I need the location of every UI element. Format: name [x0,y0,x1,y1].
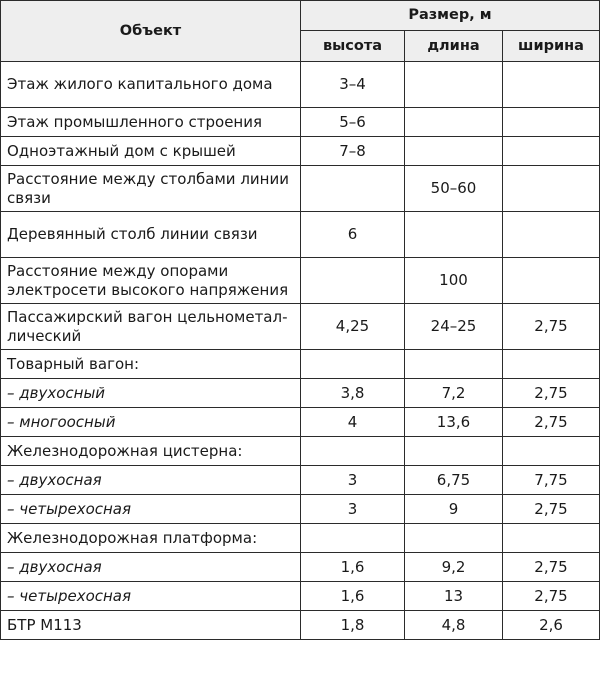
cell-object: – двухосный [1,379,301,408]
cell-width [503,258,600,304]
cell-width [503,437,600,466]
cell-length: 9 [405,495,503,524]
table-row [1,524,600,553]
cell-width: 2,75 [503,379,600,408]
cell-width: 2,6 [503,611,600,640]
header-size: Размер, м [301,1,600,31]
cell-length: 6,75 [405,466,503,495]
cell-object: Железнодорожная платформа: [1,524,301,553]
cell-height: 4 [301,408,405,437]
table-row [1,582,600,611]
cell-width: 2,75 [503,495,600,524]
table-row [1,350,600,379]
table-row [1,166,600,212]
cell-height: 1,6 [301,553,405,582]
table-row [1,304,600,350]
cell-length [405,108,503,137]
cell-object: – четырехосная [1,582,301,611]
cell-length [405,524,503,553]
header-length: длина [405,31,503,62]
cell-height: 4,25 [301,304,405,350]
cell-object: – двухосная [1,553,301,582]
table-row [1,495,600,524]
cell-height: 1,8 [301,611,405,640]
header-width: ширина [503,31,600,62]
cell-object: БТР М113 [1,611,301,640]
cell-object: – четырехосная [1,495,301,524]
cell-width [503,62,600,108]
table-row [1,62,600,108]
table-row [1,466,600,495]
cell-object: Товарный вагон: [1,350,301,379]
cell-height: 3,8 [301,379,405,408]
cell-length: 100 [405,258,503,304]
table-row [1,108,600,137]
cell-object: Расстояние между столбами линии связи [1,166,301,212]
cell-length [405,62,503,108]
cell-height: 3–4 [301,62,405,108]
cell-width: 2,75 [503,408,600,437]
cell-width [503,108,600,137]
cell-height: 1,6 [301,582,405,611]
cell-height: 5–6 [301,108,405,137]
table-row [1,437,600,466]
cell-object: – многоосный [1,408,301,437]
cell-length: 24–25 [405,304,503,350]
cell-height: 7–8 [301,137,405,166]
cell-width [503,137,600,166]
cell-width: 2,75 [503,304,600,350]
cell-height: 3 [301,495,405,524]
cell-object: Железнодорожная цистерна: [1,437,301,466]
cell-length [405,350,503,379]
cell-object: Одноэтажный дом с крышей [1,137,301,166]
cell-height [301,524,405,553]
cell-object: Этаж промышленного строения [1,108,301,137]
cell-object: Деревянный столб линии связи [1,212,301,258]
table-row [1,408,600,437]
cell-width [503,350,600,379]
cell-height [301,437,405,466]
cell-object: Этаж жилого капитального дома [1,62,301,108]
cell-width: 7,75 [503,466,600,495]
cell-width: 2,75 [503,582,600,611]
cell-object: – двухосная [1,466,301,495]
cell-height [301,350,405,379]
table-row [1,611,600,640]
cell-length [405,212,503,258]
cell-length: 50–60 [405,166,503,212]
cell-height: 3 [301,466,405,495]
cell-height: 6 [301,212,405,258]
cell-length: 13 [405,582,503,611]
cell-object: Пассажирский вагон цельнометал-лический [1,304,301,350]
table-row [1,379,600,408]
cell-width [503,166,600,212]
table-row [1,258,600,304]
table-row [1,137,600,166]
cell-width [503,524,600,553]
cell-length [405,437,503,466]
cell-length: 9,2 [405,553,503,582]
cell-height [301,166,405,212]
table-row [1,553,600,582]
cell-length: 13,6 [405,408,503,437]
header-object: Объект [1,1,301,62]
cell-height [301,258,405,304]
cell-object: Расстояние между опорами электросети высокого напряжения [1,258,301,304]
cell-length [405,137,503,166]
header-height: высота [301,31,405,62]
cell-length: 4,8 [405,611,503,640]
cell-width [503,212,600,258]
cell-length: 7,2 [405,379,503,408]
cell-width: 2,75 [503,553,600,582]
table-row [1,212,600,258]
